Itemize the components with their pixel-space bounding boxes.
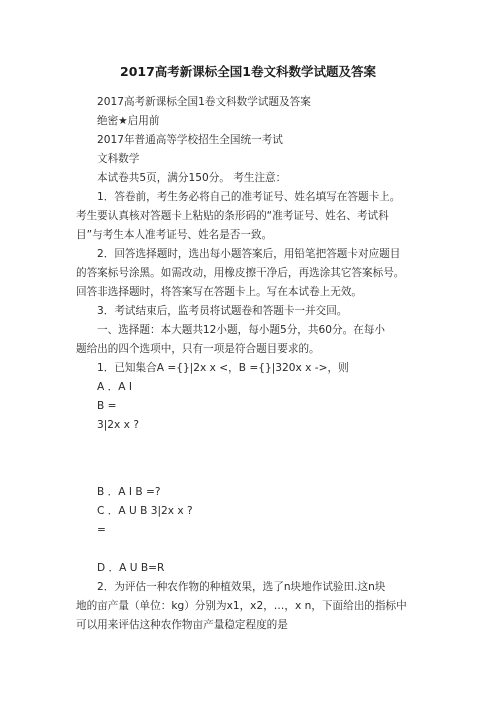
text-line: 题给出的四个选项中，只有一项是符合题目要求的。 — [76, 343, 320, 355]
text-line: 文科数学 — [97, 153, 140, 165]
text-line: 一、选择题：本大题共12小题，每小题5分，共60分。在每小 — [97, 324, 385, 336]
text-line: = — [97, 524, 106, 536]
text-line: 本试卷共5页，满分150分。 考生注意： — [97, 172, 287, 184]
text-line: 2017高考新课标全国1卷文科数学试题及答案 — [97, 96, 311, 108]
text-line: 考生要认真核对答题卡上粘贴的条形码的“准考证号、姓名、考试科 — [76, 210, 389, 222]
text-line: B ．A I B =? — [97, 486, 161, 498]
text-line: C ．A U B 3|2x x ? — [97, 505, 193, 517]
text-line: 回答非选择题时，将答案写在答题卡上。写在本试卷上无效。 — [76, 286, 363, 298]
text-line: 地的亩产量（单位：kg）分别为x1，x2，…，x n，下面给出的指标中 — [76, 600, 407, 612]
text-line: 目”与考生本人准考证号、姓名是否一致。 — [76, 229, 273, 241]
text-line: 1．已知集合A ={}|2x x <，B ={}|320x x ->，则 — [97, 362, 349, 374]
text-line: 1．答卷前，考生务必将自己的准考证号、姓名填写在答题卡上。 — [97, 191, 401, 203]
text-line: 可以用来评估这种农作物亩产量稳定程度的是 — [76, 619, 288, 631]
text-line: D ．A U B=R — [97, 562, 165, 574]
text-line: 2．回答选择题时，选出每小题答案后，用铅笔把答题卡对应题目 — [97, 248, 401, 260]
document-title: 2017高考新课标全国1卷文科数学试题及答案 — [120, 64, 376, 79]
text-line: B = — [97, 400, 117, 412]
text-line: 3|2x x ? — [97, 419, 139, 431]
text-line: 3．考试结束后，监考员将试题卷和答题卡一并交回。 — [97, 305, 348, 317]
text-line: 2．为评估一种农作物的种植效果，选了n块地作试验田.这n块 — [97, 581, 386, 593]
text-line: 的答案标号涂黑。如需改动，用橡皮擦干净后，再选涂其它答案标号。 — [76, 267, 405, 279]
text-line: 2017年普通高等学校招生全国统一考试 — [97, 134, 283, 146]
text-line: 绝密★启用前 — [97, 115, 160, 127]
text-line: A ．A I — [97, 381, 132, 393]
